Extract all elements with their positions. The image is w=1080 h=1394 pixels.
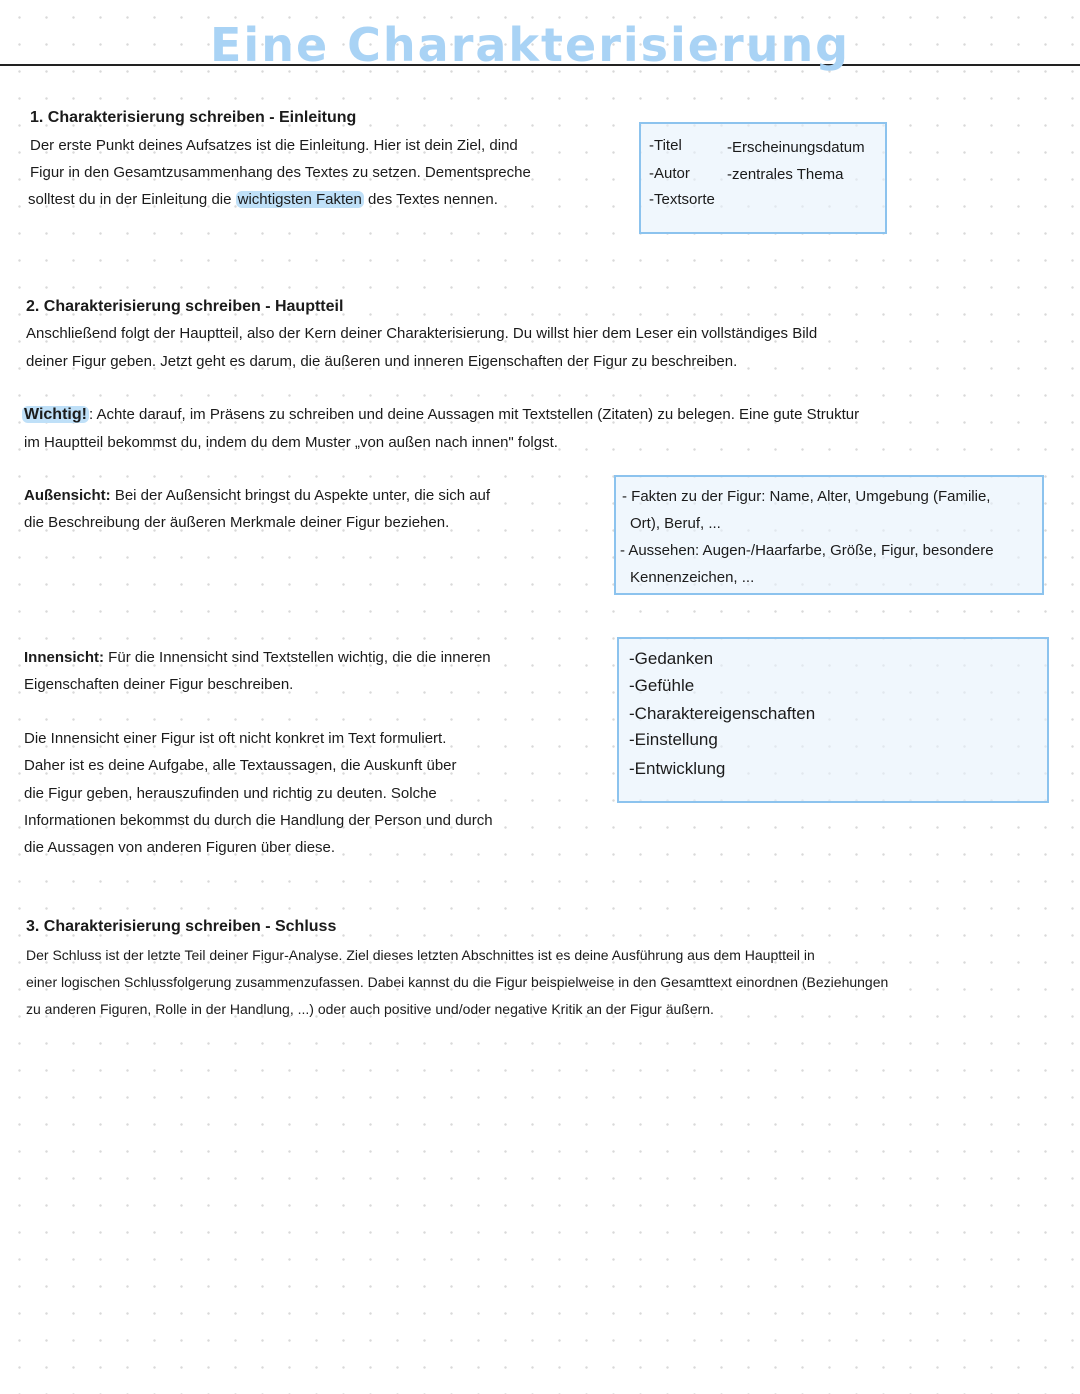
innensicht-para: Die Innensicht einer Figur ist oft nicht konkret im Text formuliert. [24, 730, 447, 747]
box-item: -Gedanken [629, 649, 714, 668]
aussensicht-line: Bei der Außensicht bringst du Aspekte unter, die sich auf [110, 487, 491, 504]
section2-line: deiner Figur geben. Jetzt geht es darum, die äußeren und inneren Eigenschaften der Figur zu beschreiben. [26, 353, 738, 370]
innensicht-label: Innensicht: [24, 649, 105, 666]
section1-line: Figur in den Gesamtzusammenhang des Textes zu setzen. Dementspreche [30, 164, 531, 181]
section3-line: Der Schluss ist der letzte Teil deiner Figur-Analyse. Ziel dieses letzten Abschnittes ist es deine Ausführung aus dem Hauptteil in [26, 947, 815, 963]
section3-line: zu anderen Figuren, Rolle in der Handlung, ...) oder auch positive und/oder negative Kritik an der Figur äußern. [26, 1001, 714, 1017]
innensicht-para: die Aussagen von anderen Figuren über diese. [24, 839, 336, 856]
innensicht-line: Für die Innensicht sind Textstellen wichtig, die die inneren [104, 649, 491, 666]
important-note [22, 405, 859, 425]
important-text: : Achte darauf, im Präsens zu schreiben und deine Aussagen mit Textstellen (Zitaten) zu belegen. Eine gute Struktur [88, 406, 860, 423]
box-item: -Charaktereigenschaften [629, 704, 816, 723]
section2-line: Anschließend folgt der Hauptteil, also der Kern deiner Charakterisierung. Du willst hier dem Leser ein vollständiges Bild [26, 325, 818, 342]
section1-heading: 1. Charakterisierung schreiben - Einleitung [30, 109, 357, 126]
highlighted-text: wichtigsten Fakten [237, 191, 362, 208]
aussensicht-label: Außensicht: [24, 487, 111, 504]
box-item: - Fakten zu der Figur: Name, Alter, Umgebung (Familie, [622, 488, 991, 505]
box-item: -Autor [649, 165, 690, 182]
box-item: - Aussehen: Augen-/Haarfarbe, Größe, Figur, besondere [620, 542, 994, 559]
intro-facts-box [639, 122, 887, 234]
box-item: Kennenzeichen, ... [630, 569, 755, 586]
innensicht-para: Informationen bekommst du durch die Handlung der Person und durch [24, 812, 493, 829]
box-item: Ort), Beruf, ... [630, 515, 721, 532]
page-title: Eine Charakterisierung [210, 18, 851, 72]
aussensicht-text [24, 486, 490, 506]
innensicht-para: die Figur geben, herauszufinden und richtig zu deuten. Solche [24, 785, 437, 802]
aussensicht-box [614, 475, 1044, 595]
innensicht-para: Daher ist es deine Aufgabe, alle Textaussagen, die Auskunft über [24, 757, 457, 774]
aussensicht-line: die Beschreibung der äußeren Merkmale deiner Figur beziehen. [24, 514, 450, 531]
box-item: -Titel [649, 137, 682, 154]
section1-line [28, 190, 498, 210]
section3-heading: 3. Charakterisierung schreiben - Schluss [26, 918, 337, 935]
box-item: -Entwicklung [629, 759, 726, 778]
section1-line-end: des Textes nennen. [368, 191, 498, 208]
innensicht-text [24, 648, 491, 668]
section2-heading: 2. Charakterisierung schreiben - Hauptteil [26, 298, 344, 315]
innensicht-line: Eigenschaften deiner Figur beschreiben. [24, 676, 294, 693]
important-label: Wichtig! [24, 406, 87, 423]
box-item: -Erscheinungsdatum [727, 139, 865, 156]
section1-line-start: solltest du in der Einleitung die [28, 191, 232, 208]
section3-line: einer logischen Schlussfolgerung zusammenzufassen. Dabei kannst du die Figur beispielweise in den Gesamttext einordnen (Beziehungen [26, 974, 889, 990]
box-item: -Gefühle [629, 676, 695, 695]
box-item: -Einstellung [629, 730, 718, 749]
important-text: im Hauptteil bekommst du, indem du dem Muster „von außen nach innen" folgst. [24, 434, 558, 451]
section1-line: Der erste Punkt deines Aufsatzes ist die Einleitung. Hier ist dein Ziel, dind [30, 137, 518, 154]
innensicht-box [617, 637, 1049, 803]
box-item: -zentrales Thema [727, 166, 844, 183]
box-item: -Textsorte [649, 191, 715, 208]
